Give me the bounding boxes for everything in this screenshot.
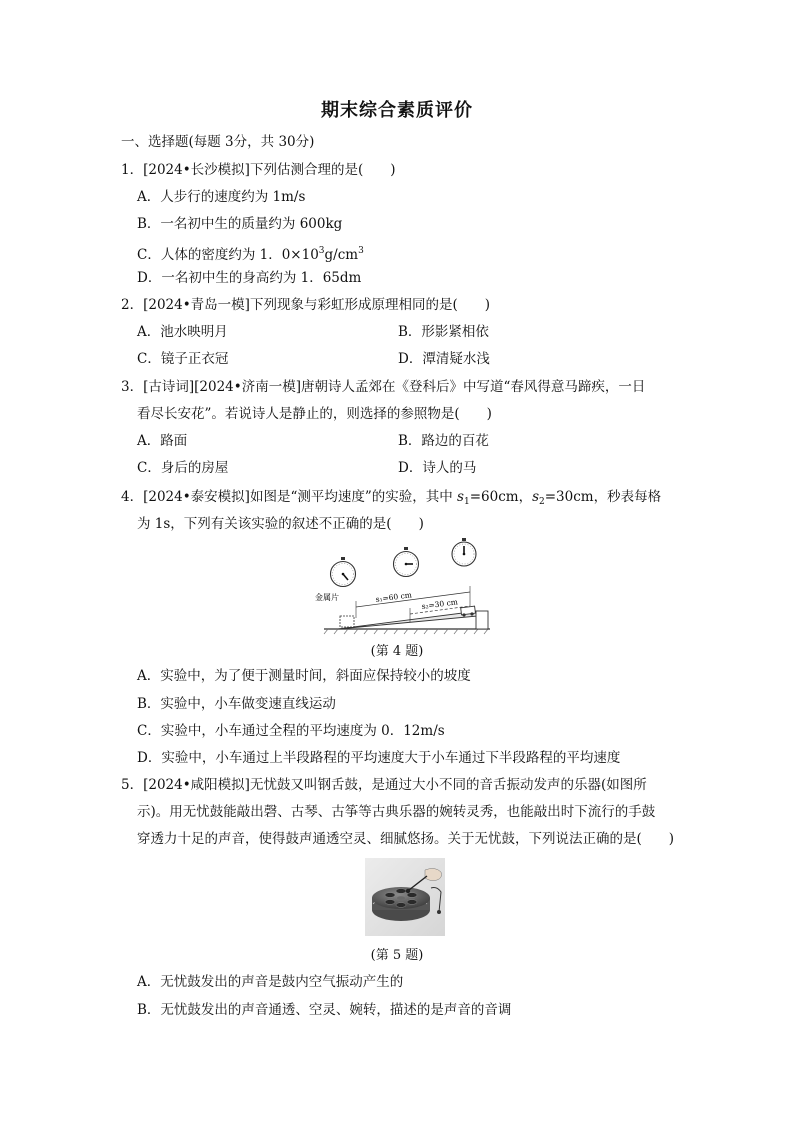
s2-label: s₂=30 cm bbox=[421, 597, 459, 611]
q1-c-unit-exponent: 3 bbox=[358, 246, 364, 256]
question-3-stem-line1: 3．[古诗词][2024•济南一模]唐朝诗人孟郊在《登科后》中写道“春风得意马蹄疾，一日 bbox=[121, 379, 646, 395]
q2-option-a: A．池水映明月 bbox=[137, 324, 228, 340]
q1-option-a: A．人步行的速度约为 1m/s bbox=[137, 189, 306, 205]
q1-c-unit: g/cm bbox=[324, 247, 359, 263]
page-title: 期末综合素质评价 bbox=[321, 100, 473, 121]
q1-c-text: C．人体的密度约为 1．0×10 bbox=[137, 247, 319, 263]
question-5-stem-line3: 穿透力十足的声音，使得鼓声通透空灵、细腻悠扬。关于无忧鼓，下列说法正确的是( ) bbox=[137, 831, 675, 847]
figure-5-caption: (第 5 题) bbox=[370, 948, 424, 963]
q2-option-d: D．潭清疑水浅 bbox=[398, 351, 490, 367]
q5-option-b: B．无忧鼓发出的声音通透、空灵、婉转，描述的是声音的音调 bbox=[137, 1002, 512, 1018]
question-1-stem: 1．[2024•长沙模拟]下列估测合理的是( ) bbox=[121, 162, 396, 178]
q4-option-a: A．实验中，为了便于测量时间，斜面应保持较小的坡度 bbox=[137, 668, 471, 684]
steel-tongue-drum-photo bbox=[365, 858, 445, 936]
question-4-stem-line2: 为 1s，下列有关该实验的叙述不正确的是( ) bbox=[137, 516, 424, 532]
q4-s1-symbol: s bbox=[457, 489, 464, 505]
q1-option-d: D．一名初中生的身高约为 1．65dm bbox=[137, 270, 362, 286]
q4-s1-value: =60cm， bbox=[469, 489, 533, 505]
question-3-stem-line2: 看尽长安花”。若说诗人是静止的，则选择的参照物是( ) bbox=[137, 406, 492, 422]
question-5-stem-line2: 示)。用无忧鼓能敲出磬、古琴、古筝等古典乐器的婉转灵秀，也能敲出时下流行的手鼓 bbox=[137, 804, 656, 820]
q1-option-b: B．一名初中生的质量约为 600kg bbox=[137, 216, 343, 232]
section-heading: 一、选择题(每题 3分，共 30分) bbox=[121, 134, 315, 150]
stopwatch-icon bbox=[394, 547, 419, 577]
question-5-stem-line1: 5．[2024•咸阳模拟]无忧鼓又叫钢舌鼓，是通过大小不同的音舌振动发声的乐器(如图所 bbox=[121, 777, 647, 793]
q5-option-a: A．无忧鼓发出的声音是鼓内空气振动产生的 bbox=[137, 974, 404, 990]
q2-option-b: B．形影紧相依 bbox=[398, 324, 489, 340]
q4-stem-text: 4．[2024•泰安模拟]如图是“测平均速度”的实验，其中 bbox=[121, 489, 458, 505]
incline-experiment-figure bbox=[315, 536, 498, 636]
question-4-stem-line1 bbox=[121, 487, 661, 512]
q4-s2-symbol: s bbox=[532, 489, 540, 505]
figure-4-caption: (第 4 题) bbox=[370, 644, 424, 659]
q4-s2-value: =30cm，秒表每格 bbox=[544, 489, 662, 505]
metal-plate-label: 金属片 bbox=[315, 593, 339, 602]
q1-option-c bbox=[137, 241, 364, 265]
q3-option-d: D．诗人的马 bbox=[398, 460, 477, 476]
question-2-stem: 2．[2024•青岛一模]下列现象与彩虹形成原理相同的是( ) bbox=[121, 297, 490, 313]
s1-label: s₁=60 cm bbox=[375, 590, 413, 604]
q3-option-b: B．路边的百花 bbox=[398, 433, 489, 449]
q1-c-exponent: 3 bbox=[318, 246, 325, 256]
q2-option-c: C．镜子正衣冠 bbox=[137, 351, 229, 367]
q4-option-c: C．实验中，小车通过全程的平均速度为 0．12m/s bbox=[137, 723, 445, 739]
stopwatch-icon bbox=[331, 557, 356, 587]
stopwatch-icon bbox=[452, 538, 476, 566]
q3-option-c: C．身后的房屋 bbox=[137, 460, 229, 476]
q4-option-b: B．实验中，小车做变速直线运动 bbox=[137, 696, 336, 712]
q4-option-d: D．实验中，小车通过上半段路程的平均速度大于小车通过下半段路程的平均速度 bbox=[137, 750, 621, 766]
q4-s1-subscript: 1 bbox=[463, 497, 470, 507]
q4-s2-subscript: 2 bbox=[539, 497, 545, 507]
q3-option-a: A．路面 bbox=[137, 433, 188, 449]
